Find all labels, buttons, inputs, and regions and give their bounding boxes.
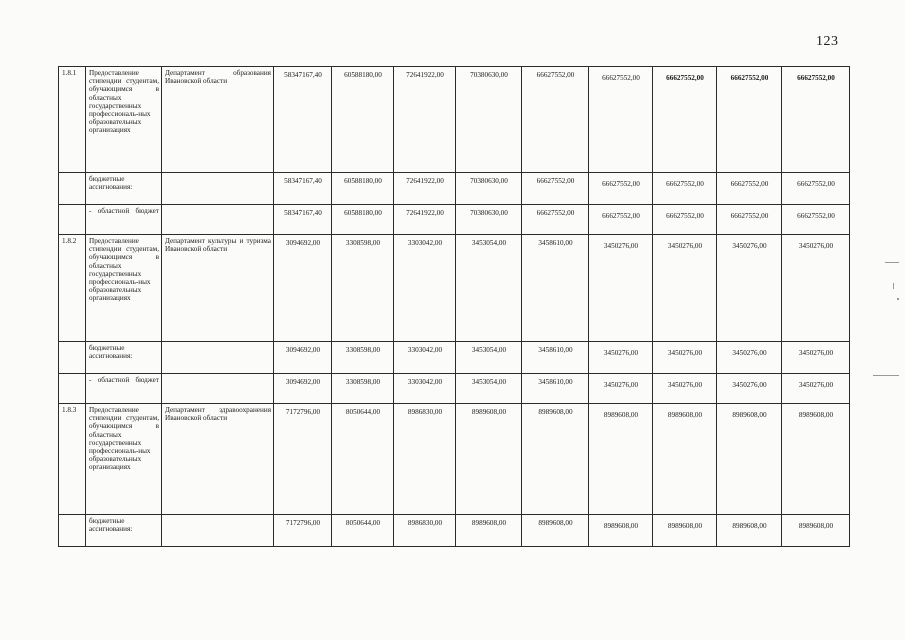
row-value-cell: 8989608,00	[653, 515, 717, 547]
row-value-cell: 66627552,00	[653, 205, 717, 235]
row-value-cell: 3094692,00	[274, 342, 332, 374]
row-value-cell: 66627552,00	[589, 205, 653, 235]
row-description	[86, 205, 162, 235]
row-description-text: бюджетные ассигнования:	[89, 344, 133, 361]
row-value-cell: 3303042,00	[394, 374, 456, 404]
row-value-cell: 8989608,00	[782, 404, 850, 515]
row-value-cell: 66627552,00	[522, 173, 589, 205]
row-value-cell: 66627552,00	[522, 205, 589, 235]
row-value-cell: 66627552,00	[653, 67, 717, 173]
scan-artifact	[885, 262, 899, 263]
row-department: Департамент здравоохранения Ивановской области	[162, 404, 274, 515]
row-value-cell: 8986830,00	[394, 404, 456, 515]
row-description	[86, 374, 162, 404]
row-value-cell: 58347167,40	[274, 173, 332, 205]
row-value-cell: 3094692,00	[274, 235, 332, 342]
table-row	[59, 515, 850, 547]
row-value-cell: 3450276,00	[717, 235, 782, 342]
table-row	[59, 67, 850, 173]
row-description-text: Предоставление стипендии студентам, обучающимся в областных государственных профессиональ-ных образовательных организациях	[89, 237, 159, 303]
row-code: 1.8.1	[59, 67, 86, 173]
row-value-cell: 8989608,00	[589, 515, 653, 547]
row-code	[59, 515, 86, 547]
row-department	[162, 205, 274, 235]
row-value-cell: 60588180,00	[332, 205, 394, 235]
row-value-cell: 70380630,00	[456, 67, 522, 173]
row-value-cell: 8989608,00	[717, 515, 782, 547]
row-description-text: бюджетные ассигнования:	[89, 517, 133, 534]
row-value-cell: 8986830,00	[394, 515, 456, 547]
row-description-text: Предоставление стипендии студентам, обучающимся в областных государственных профессиональ-ных образовательных организациях	[89, 69, 159, 135]
row-value-cell: 7172796,00	[274, 404, 332, 515]
row-code	[59, 205, 86, 235]
row-value-cell: 3458610,00	[522, 342, 589, 374]
row-code	[59, 374, 86, 404]
row-value-cell: 8050644,00	[332, 404, 394, 515]
table-row	[59, 374, 850, 404]
page-number: 123	[816, 34, 839, 49]
row-description	[86, 515, 162, 547]
row-value-cell: 3450276,00	[782, 235, 850, 342]
row-department: Департамент образования Ивановской области	[162, 67, 274, 173]
row-description	[86, 342, 162, 374]
row-value-cell: 70380630,00	[456, 205, 522, 235]
row-description-text: бюджетные ассигнования:	[89, 175, 133, 192]
scan-artifact	[897, 298, 899, 300]
row-value-cell: 3308598,00	[332, 374, 394, 404]
row-value-cell: 66627552,00	[782, 67, 850, 173]
table-body	[59, 67, 850, 547]
row-value-cell: 3450276,00	[782, 342, 850, 374]
row-department	[162, 173, 274, 205]
row-value-cell: 8989608,00	[782, 515, 850, 547]
row-value-cell: 58347167,40	[274, 205, 332, 235]
row-value-cell: 8989608,00	[717, 404, 782, 515]
scan-artifact	[873, 375, 899, 376]
budget-table	[58, 66, 850, 547]
row-description-text: Предоставление стипендии студентам, обучающимся в областных государственных профессиональ-ных образовательных организациях	[89, 406, 159, 472]
row-value-cell: 8989608,00	[522, 404, 589, 515]
row-department	[162, 342, 274, 374]
table-row	[59, 235, 850, 342]
row-value-cell: 3450276,00	[653, 235, 717, 342]
row-value-cell: 8989608,00	[522, 515, 589, 547]
row-description	[86, 235, 162, 342]
table-row	[59, 404, 850, 515]
row-value-cell: 3450276,00	[589, 374, 653, 404]
table-row	[59, 205, 850, 235]
row-value-cell: 66627552,00	[717, 67, 782, 173]
row-value-cell: 58347167,40	[274, 67, 332, 173]
row-value-cell: 72641922,00	[394, 67, 456, 173]
table-row	[59, 342, 850, 374]
row-value-cell: 3453054,00	[456, 374, 522, 404]
row-value-cell: 3453054,00	[456, 235, 522, 342]
row-value-cell: 66627552,00	[589, 173, 653, 205]
row-value-cell: 66627552,00	[653, 173, 717, 205]
row-value-cell: 60588180,00	[332, 67, 394, 173]
row-value-cell: 66627552,00	[782, 173, 850, 205]
row-value-cell: 3450276,00	[589, 342, 653, 374]
row-value-cell: 3308598,00	[332, 342, 394, 374]
row-value-cell: 3450276,00	[717, 342, 782, 374]
row-value-cell: 8989608,00	[456, 404, 522, 515]
row-description-text: - областной бюджет	[89, 207, 159, 215]
row-value-cell: 3458610,00	[522, 235, 589, 342]
row-value-cell: 3450276,00	[653, 342, 717, 374]
row-value-cell: 3303042,00	[394, 235, 456, 342]
table-row	[59, 173, 850, 205]
row-value-cell: 7172796,00	[274, 515, 332, 547]
row-value-cell: 3450276,00	[717, 374, 782, 404]
row-value-cell: 3453054,00	[456, 342, 522, 374]
row-value-cell: 3303042,00	[394, 342, 456, 374]
row-value-cell: 3458610,00	[522, 374, 589, 404]
row-value-cell: 72641922,00	[394, 205, 456, 235]
row-value-cell: 72641922,00	[394, 173, 456, 205]
row-code: 1.8.2	[59, 235, 86, 342]
row-value-cell: 3308598,00	[332, 235, 394, 342]
row-value-cell: 3094692,00	[274, 374, 332, 404]
row-department	[162, 374, 274, 404]
row-value-cell: 8989608,00	[456, 515, 522, 547]
scan-artifact	[893, 283, 894, 289]
row-value-cell: 60588180,00	[332, 173, 394, 205]
row-value-cell: 3450276,00	[782, 374, 850, 404]
row-value-cell: 70380630,00	[456, 173, 522, 205]
row-department	[162, 515, 274, 547]
row-value-cell: 66627552,00	[589, 67, 653, 173]
row-value-cell: 66627552,00	[782, 205, 850, 235]
row-description	[86, 404, 162, 515]
row-value-cell: 3450276,00	[589, 235, 653, 342]
row-value-cell: 8050644,00	[332, 515, 394, 547]
row-description	[86, 67, 162, 173]
row-description-text: - областной бюджет	[89, 376, 159, 384]
row-value-cell: 66627552,00	[717, 173, 782, 205]
row-code: 1.8.3	[59, 404, 86, 515]
row-value-cell: 8989608,00	[589, 404, 653, 515]
row-value-cell: 66627552,00	[522, 67, 589, 173]
row-value-cell: 66627552,00	[717, 205, 782, 235]
row-description	[86, 173, 162, 205]
row-code	[59, 173, 86, 205]
row-value-cell: 8989608,00	[653, 404, 717, 515]
row-value-cell: 3450276,00	[653, 374, 717, 404]
row-department: Департамент культуры и туризма Ивановской области	[162, 235, 274, 342]
row-code	[59, 342, 86, 374]
